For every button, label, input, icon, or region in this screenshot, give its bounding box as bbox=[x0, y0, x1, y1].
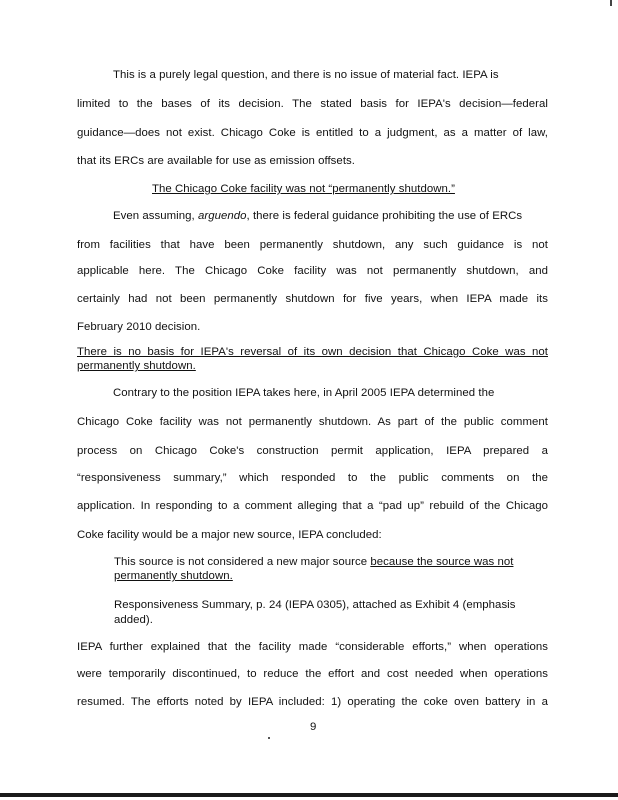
paragraph-1-line-4: that its ERCs are available for use as emission offsets. bbox=[77, 155, 355, 167]
paragraph-4-line-1: IEPA further explained that the facility made “considerable efforts,” when operations bbox=[77, 641, 548, 653]
paragraph-2-line-1-start: Even assuming, bbox=[113, 210, 198, 222]
paragraph-2-line-1-end: , there is federal guidance prohibiting the use of ERCs bbox=[246, 210, 523, 222]
scan-edge-mark bbox=[610, 0, 612, 6]
section-heading-reversal-line-1: There is no basis for IEPA's reversal of its own decision that Chicago Coke was not bbox=[77, 346, 548, 358]
block-quote-line-1 bbox=[114, 555, 513, 569]
paragraph-2-italic-arguendo: arguendo bbox=[197, 210, 247, 222]
block-quote-text: This source is not considered a new major source bbox=[114, 556, 371, 568]
section-heading-reversal-line-2: permanently shutdown. bbox=[77, 360, 196, 372]
page-number: 9 bbox=[310, 721, 317, 733]
paragraph-2-line-5: February 2010 decision. bbox=[77, 321, 201, 333]
citation-line-1: Responsiveness Summary, p. 24 (IEPA 0305), attached as Exhibit 4 (emphasis bbox=[114, 599, 516, 611]
paragraph-3-line-3: process on Chicago Coke's construction permit application, IEPA prepared a bbox=[77, 445, 548, 457]
paragraph-3-line-4: “responsiveness summary,” which responded to the public comments on the bbox=[77, 472, 548, 484]
paragraph-3-line-2: Chicago Coke facility was not permanently shutdown. As part of the public comment bbox=[77, 416, 548, 428]
paragraph-4-line-3: resumed. The efforts noted by IEPA included: 1) operating the coke oven battery in a bbox=[77, 696, 548, 708]
paragraph-2-line-4: certainly had not been permanently shutdown for five years, when IEPA made its bbox=[77, 293, 548, 305]
scan-bottom-border bbox=[0, 793, 618, 797]
paragraph-2-line-1 bbox=[113, 209, 522, 223]
paragraph-3-line-6: Coke facility would be a major new source, IEPA concluded: bbox=[77, 529, 382, 541]
citation-line-2: added). bbox=[114, 614, 153, 626]
paragraph-1-line-1: This is a purely legal question, and there is no issue of material fact. IEPA is bbox=[113, 69, 499, 81]
block-quote-line-2: permanently shutdown. bbox=[114, 570, 233, 582]
paragraph-1-line-3: guidance—does not exist. Chicago Coke is entitled to a judgment, as a matter of law, bbox=[77, 127, 548, 139]
paragraph-3-line-1: Contrary to the position IEPA takes here, in April 2005 IEPA determined the bbox=[113, 387, 495, 399]
paragraph-4-line-2: were temporarily discontinued, to reduce the effort and cost needed when operations bbox=[77, 668, 548, 680]
paragraph-2-line-3: applicable here. The Chicago Coke facility was not permanently shutdown, and bbox=[77, 265, 548, 277]
paragraph-3-line-5: application. In responding to a comment alleging that a “pad up” rebuild of the Chicago bbox=[77, 500, 548, 512]
paragraph-2-line-2: from facilities that have been permanently shutdown, any such guidance is not bbox=[77, 239, 548, 251]
scan-speck bbox=[268, 737, 270, 739]
section-heading-permanently-shutdown: The Chicago Coke facility was not “permanently shutdown.” bbox=[152, 183, 455, 195]
block-quote-emphasis: because the source was not bbox=[370, 556, 514, 568]
paragraph-1-line-2: limited to the bases of its decision. The stated basis for IEPA's decision—federal bbox=[77, 98, 548, 110]
